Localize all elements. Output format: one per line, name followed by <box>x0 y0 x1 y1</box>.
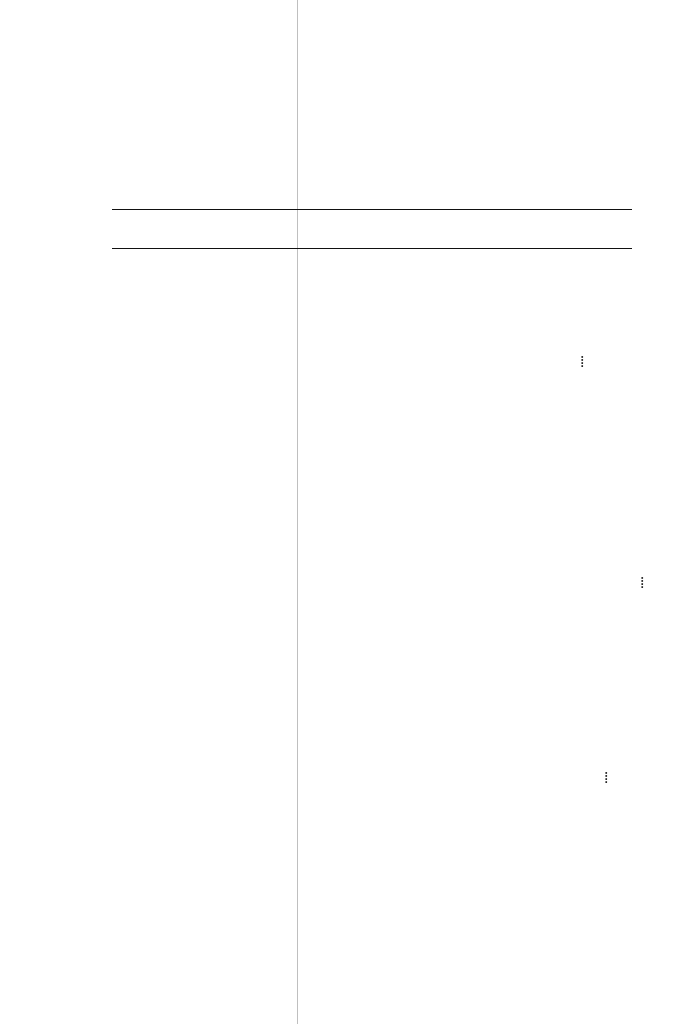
margin-mark: ⁞ <box>580 354 585 371</box>
margin-mark: ⁞ <box>604 770 609 787</box>
title-rule-top <box>112 209 632 210</box>
title-rule-bottom <box>112 248 632 249</box>
margin-mark: ⁞ <box>640 575 645 592</box>
page-fold-line <box>297 0 298 1024</box>
